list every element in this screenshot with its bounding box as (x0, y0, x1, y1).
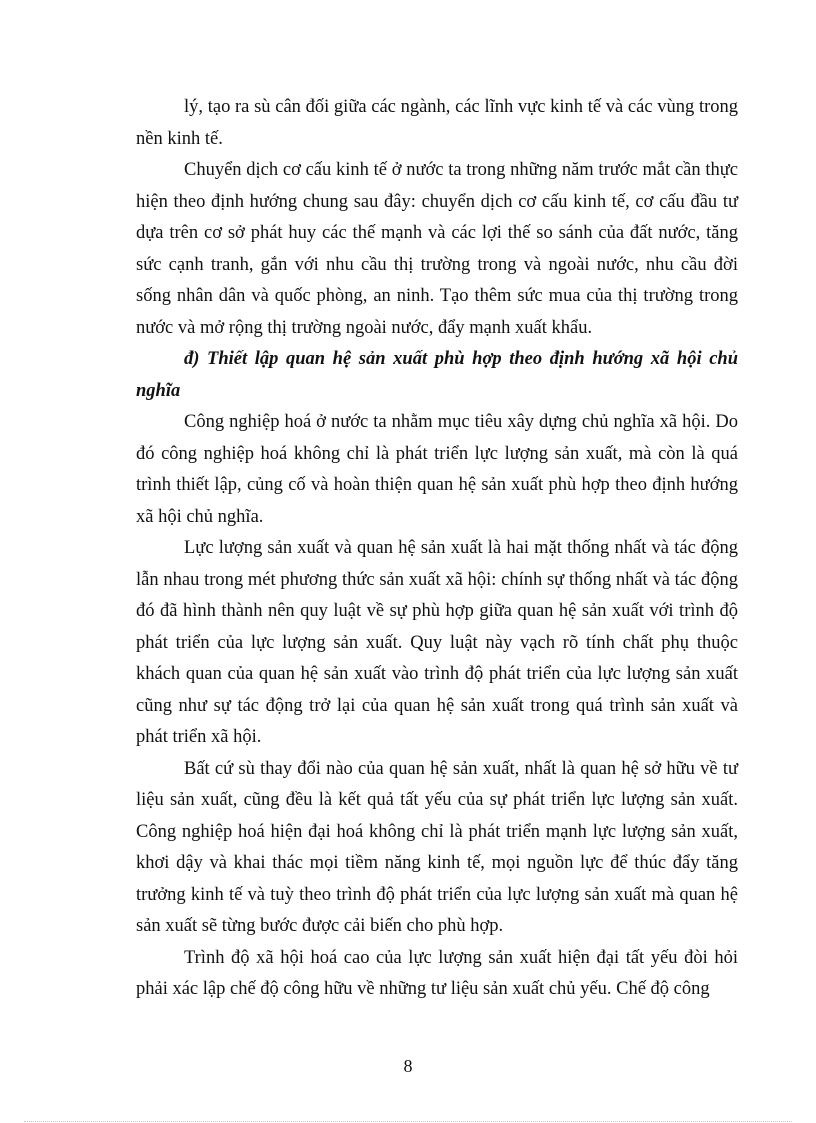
page-number: 8 (403, 1056, 413, 1076)
page-bottom-divider (24, 1121, 792, 1122)
paragraph: Lực lượng sản xuất và quan hệ sản xuất là hai mặt thống nhất và tác động lẫn nhau trong mét phương thức sản xuất xã hội: chính sự thống nhất và tác động đó đã hình thành nên quy luật về sự phù hợp giữa quan hệ sản xuất với trình độ phát triển của lực lượng sản xuất. Quy luật này vạch rõ tính chất phụ thuộc khách quan của quan hệ sản xuất vào trình độ phát triển của lực lượng sản xuất cũng như sự tác động trở lại của quan hệ sản xuất trong quá trình sản xuất và phát triển xã hội. (136, 538, 738, 747)
paragraph: Công nghiệp hoá ở nước ta nhằm mục tiêu xây dựng chủ nghĩa xã hội. Do đó công nghiệp hoá không chỉ là phát triển lực lượng sản xuất, mà còn là quá trình thiết lập, củng cố và hoàn thiện quan hệ sản xuất phù hợp theo định hướng xã hội chủ nghĩa. (136, 412, 738, 527)
paragraph-continuation: lý, tạo ra sù cân đối giữa các ngành, các lĩnh vực kinh tế và các vùng trong nền kinh tế. (136, 97, 738, 149)
paragraph: Bất cứ sù thay đổi nào của quan hệ sản xuất, nhất là quan hệ sở hữu về tư liệu sản xuất, cũng đều là kết quả tất yếu của sự phát triển lực lượng sản xuất. Công nghiệp hoá hiện đại hoá không chỉ là phát triển mạnh lực lượng sản xuất, khơi dậy và khai thác mọi tiềm năng kinh tế, mọi nguồn lực để thúc đẩy tăng trưởng kinh tế và tuỳ theo trình độ phát triển của lực lượng sản xuất mà quan hệ sản xuất sẽ từng bước được cải biến cho phù hợp. (136, 758, 738, 936)
page-body (136, 92, 738, 1006)
paragraph: Chuyển dịch cơ cấu kinh tế ở nước ta trong những năm trước mắt cần thực hiện theo định hướng chung sau đây: chuyển dịch cơ cấu kinh tế, cơ cấu đầu tư dựa trên cơ sở phát huy các thế mạnh và các lợi thế so sánh của đất nước, tăng sức cạnh tranh, gắn với nhu cầu thị trường trong và ngoài nước, nhu cầu đời sống nhân dân và quốc phòng, an ninh. Tạo thêm sức mua của thị trường trong nước và mở rộng thị trường ngoài nước, đẩy mạnh xuất khẩu. (136, 160, 738, 338)
section-heading: đ) Thiết lập quan hệ sản xuất phù hợp theo định hướng xã hội chủ nghĩa (136, 349, 738, 401)
paragraph: Trình độ xã hội hoá cao của lực lượng sản xuất hiện đại tất yếu đòi hỏi phải xác lập chế độ công hữu về những tư liệu sản xuất chủ yếu. Chế độ công (136, 947, 738, 999)
